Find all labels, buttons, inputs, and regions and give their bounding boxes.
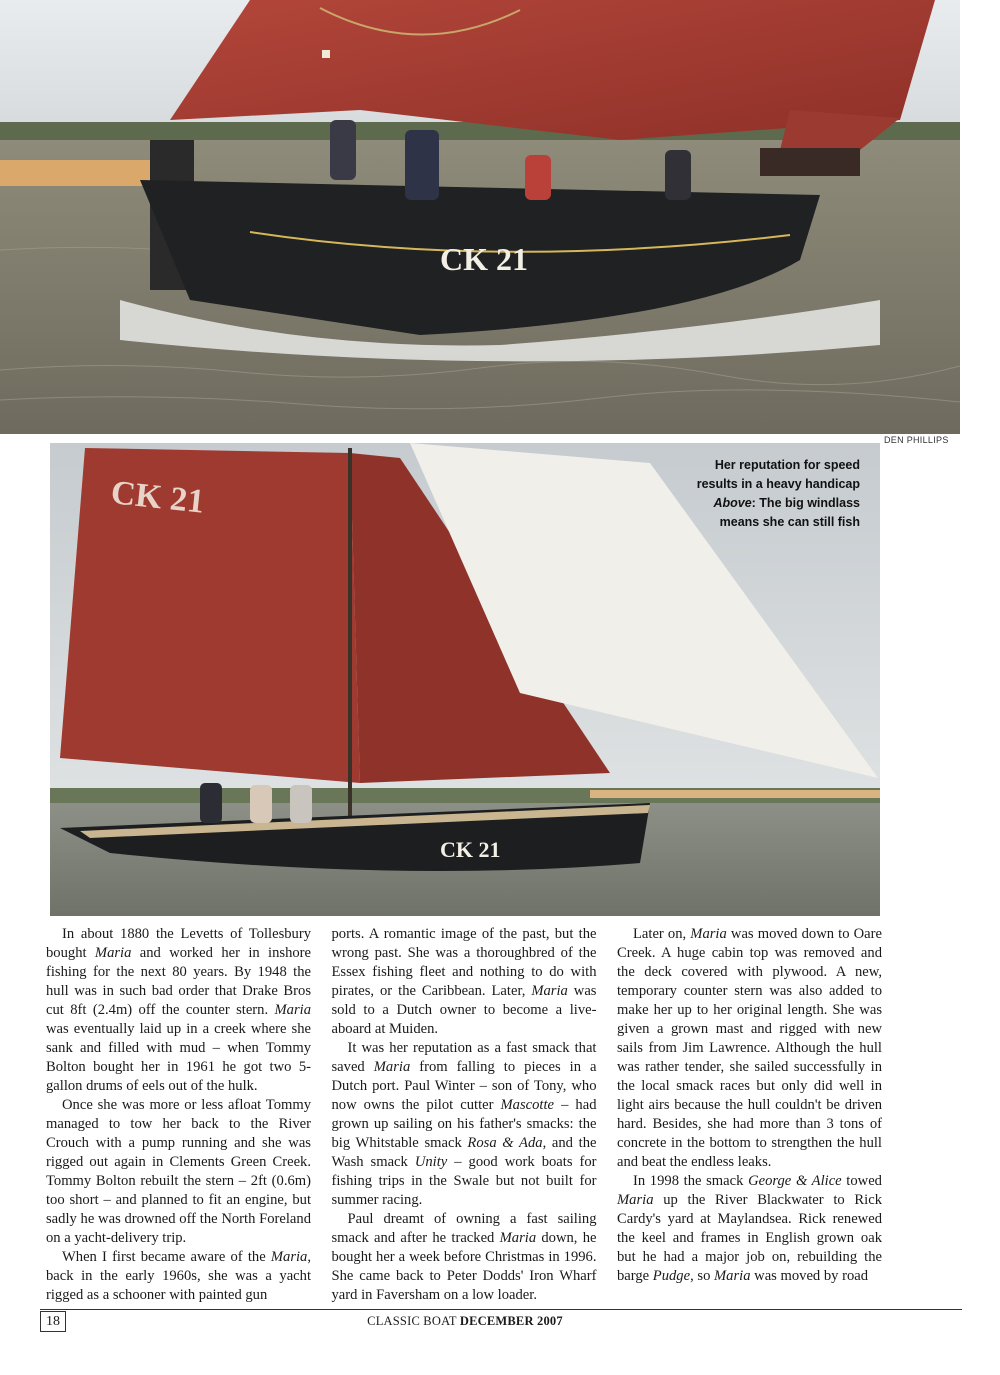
top-photo [0,0,960,434]
issue-date: DECEMBER 2007 [459,1314,563,1328]
caption-line: results in a heavy handicap [696,477,860,491]
page-number: 18 [40,1311,66,1332]
paragraph: Once she was more or less afloat Tommy managed to tow her back to the River Crouch with a pump running and she was rigged out again in Clements Green Creek. Tommy Bolton rebuilt the stern – 2ft (0.6m) too short – and planned to fit an engine, but sadly he was drowned off the North Foreland on a yacht-delivery trip. [46,1097,311,1246]
paragraph: When I first became aware of the Maria, back in the early 1960s, she was a yacht rigged as a schooner with painted gun [46,1249,311,1303]
paragraph: In about 1880 the Levetts of Tollesbury bought Maria and worked her in inshore fishing for the next 80 years. By 1948 the hull was in such bad order that Drake Bros cut 8ft (2.4m) off the counter stern. Maria was eventually laid up in a creek where she sank and filled with mud – when Tommy Bolton bought her in 1961 he got two 5-gallon drums of eels out of the hulk. [46,926,311,1094]
paragraph: In 1998 the smack George & Alice towed Maria up the River Blackwater to Rick Cardy's yard at Maylandsea. Rick renewed the keel and frames in English grown oak but he had a major job on, rebuilding the barge Pudge, so Maria was moved by road [617,1173,882,1284]
article-column-2 [332,925,597,1301]
photo-caption [630,456,860,532]
paragraph: Later on, Maria was moved down to Oare Creek. A huge cabin top was removed and the deck covered with plywood. A new, temporary counter stern was also added to make her up to her original length. She was given a grown mast and rigged with new sails from Jim Lawrence. Although the hull was rather tender, she sailed successfully in the local smack races but only did well in light airs because the hull couldn't be driven hard. Besides, she had more than 3 tons of concrete in the bottom to strengthen the hull and beat the endless leaks. [617,926,882,1170]
running-footer [0,1314,930,1329]
paragraph: It was her reputation as a fast smack that saved Maria from falling to pieces in a Dutch port. Paul Winter – son of Tony, who now owns the pilot cutter Mascotte – had grown up sailing on his father's smacks: the big Whitstable smack Rosa & Ada, and the Wash smack Unity – good work boats for fishing trips in the Swale but not built for summer racing. [331,1040,597,1208]
bottom-hull-lettering: CK 21 [440,837,501,862]
sail-lettering: CK 21 [109,474,207,521]
photo-credit: DEN PHILLIPS [884,435,949,445]
caption-line: means she can still fish [719,515,860,529]
footer-rule [40,1309,962,1310]
article-body [46,925,882,1301]
article-column-1 [46,925,311,1301]
paragraph: Paul dreamt of owning a fast sailing smack and after he tracked Maria down, he bought her a week before Christmas in 1996. She came back to Peter Dodds' Iron Wharf yard in Faversham on a low loader. [331,1211,597,1303]
caption-line: Above: The big windlass [713,496,860,510]
caption-above-label: Above [713,496,752,510]
top-photo-illustration [0,0,960,434]
magazine-name: CLASSIC BOAT [367,1314,457,1328]
top-hull-lettering: CK 21 [440,241,528,277]
caption-line: Her reputation for speed [714,458,860,472]
article-column-3 [617,925,882,1301]
paragraph: ports. A romantic image of the past, but the wrong past. She was a thoroughbred of the Essex fishing fleet and nothing to do with pirates, or the Caribbean. Later, Maria was sold to a Dutch owner to become a live-aboard at Muiden. [331,926,597,1037]
